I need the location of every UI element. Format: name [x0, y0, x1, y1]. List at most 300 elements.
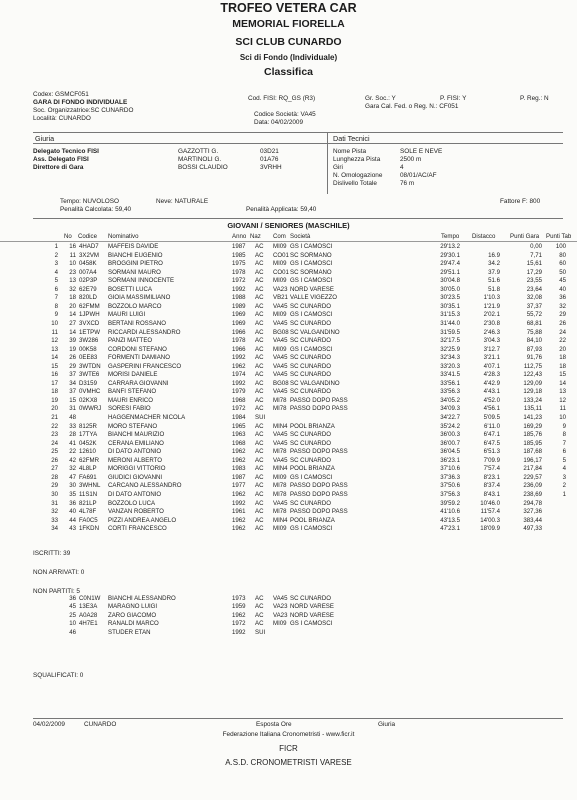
- cell-punti-tab: 5: [562, 456, 566, 464]
- cell-societa: SC CUNARDO: [290, 337, 331, 345]
- col-nominativo: Nominativo: [108, 233, 139, 240]
- cell-anno: 1987: [232, 473, 246, 481]
- cell-nominativo: BOSETTI LUCA: [108, 285, 153, 293]
- category-title: GIOVANI / SENIORES (MASCHILE): [227, 221, 350, 230]
- cell-naz: AC: [255, 595, 264, 602]
- cell-bib: 36: [69, 499, 76, 507]
- cell-distacco: 4'56.1: [483, 405, 500, 413]
- table-row: [0, 440, 577, 448]
- cell-naz: AC: [255, 243, 264, 250]
- cell-tempo: 34'05.2: [440, 396, 460, 404]
- cell-naz: AC: [255, 379, 264, 387]
- cell-nominativo: CARRARA GIOVANNI: [108, 379, 169, 387]
- cell-punti-gara: 37,37: [526, 302, 542, 310]
- col-com: Com: [273, 233, 286, 240]
- cell-nominativo: BIANCHI MAURIZIO: [108, 431, 165, 439]
- table-row: [0, 508, 577, 516]
- codice-societa: Codice Società: VA45: [254, 111, 316, 118]
- cell-codice: FA0C5: [79, 516, 98, 524]
- cell-societa: POOL BRIANZA: [290, 422, 335, 430]
- cell-anno: 1969: [232, 319, 246, 327]
- cell-societa: SC CUNARDO: [290, 354, 331, 362]
- cell-tempo: 32'25.9: [440, 345, 460, 353]
- cell-rank: 23: [51, 431, 58, 439]
- cell-codice: 3VXCD: [79, 319, 100, 327]
- cell-distacco: 2'46.3: [483, 328, 500, 336]
- cell-bib: 34: [69, 379, 76, 387]
- cell-rank: 14: [51, 354, 58, 362]
- cell-bib: 41: [69, 439, 76, 447]
- giuria-title: Giuria: [35, 134, 55, 143]
- cell-punti-gara: 196,17: [523, 456, 542, 464]
- cell-codice: A0A28: [79, 611, 98, 619]
- table-row: [0, 525, 577, 533]
- cell-rank: 16: [51, 371, 58, 379]
- cell-bib: 20: [69, 302, 76, 310]
- cell-tempo: 34'22.7: [440, 414, 460, 421]
- cell-tempo: 30'35.1: [440, 302, 460, 310]
- cell-rank: 6: [54, 285, 58, 293]
- cell-anno: 1972: [232, 620, 246, 628]
- cell-bib: 44: [69, 516, 76, 524]
- cell-bib: 14: [69, 328, 76, 336]
- cell-distacco: 8'43.1: [483, 490, 500, 498]
- cell-bib: 35: [69, 490, 76, 498]
- cell-anno: 1959: [232, 603, 246, 611]
- cell-nominativo: CORTI FRANCESCO: [108, 525, 167, 533]
- cell-nominativo: SORMANI MAURO: [108, 268, 161, 276]
- cell-rank: 22: [51, 422, 58, 430]
- tecnici-label-2: Giri: [333, 164, 343, 171]
- footer-place: CUNARDO: [84, 721, 117, 728]
- cell-naz: AC: [255, 448, 264, 456]
- cell-codice: 0452K: [79, 439, 97, 447]
- cell-punti-gara: 68,81: [526, 319, 542, 327]
- cell-codice: 4L8LP: [79, 465, 97, 473]
- cell-anno: 1979: [232, 388, 246, 396]
- cell-punti-tab: 10: [559, 414, 566, 421]
- cell-naz: AC: [255, 405, 264, 413]
- table-row: [0, 380, 577, 388]
- cell-tempo: 35'24.2: [440, 422, 460, 430]
- footer-ficr: FICR: [279, 744, 298, 753]
- cell-punti-gara: 122,43: [523, 371, 542, 379]
- cell-bib: 27: [69, 319, 76, 327]
- cell-distacco: 5'09.5: [483, 414, 500, 421]
- cell-com: MI09: [273, 311, 287, 319]
- category-top-line: [33, 218, 563, 219]
- tecnici-label-1: Lunghezza Pista: [333, 156, 381, 163]
- dns-row: [0, 595, 577, 603]
- cell-codice: 4L78F: [79, 508, 97, 516]
- cell-codice: 8125R: [79, 422, 97, 430]
- cell-punti-tab: 14: [559, 379, 566, 387]
- discipline: Sci di Fondo (Individuale): [239, 53, 338, 62]
- cell-punti-tab: 3: [562, 473, 566, 481]
- cell-rank: 27: [51, 465, 58, 473]
- cell-tempo: 31'44.0: [440, 319, 460, 327]
- cell-societa: NORD VARESE: [290, 611, 334, 619]
- cell-punti-gara: 187,68: [523, 448, 542, 456]
- cell-com: VA23: [273, 603, 288, 611]
- cell-codice: 11S1N: [79, 490, 98, 498]
- cell-rank: 15: [51, 362, 58, 370]
- table-row: [0, 414, 577, 422]
- col-distacco: Distacco: [472, 233, 496, 240]
- cell-bib: 26: [69, 354, 76, 362]
- cell-naz: AC: [255, 337, 264, 345]
- cell-naz: AC: [255, 362, 264, 370]
- cell-distacco: 6'47.1: [483, 431, 500, 439]
- squalificati: SQUALIFICATI: 0: [33, 672, 84, 679]
- cell-distacco: 51.6: [488, 277, 500, 285]
- cell-naz: AC: [255, 345, 264, 353]
- cell-tempo: 43'13.5: [440, 516, 460, 524]
- cell-societa: POOL BRIANZA: [290, 465, 335, 473]
- cell-tempo: 30'05.0: [440, 285, 460, 293]
- cell-nominativo: MORISI DANIELE: [108, 371, 158, 379]
- cell-societa: NORD VARESE: [290, 285, 334, 293]
- cell-com: BG08: [273, 379, 289, 387]
- cell-tempo: 37'56.3: [440, 490, 460, 498]
- table-row: [0, 423, 577, 431]
- table-row: [0, 465, 577, 473]
- cell-punti-gara: 217,84: [523, 465, 542, 473]
- cell-distacco: 51.8: [488, 285, 500, 293]
- p-fisi: P. FISI: Y: [440, 95, 467, 102]
- cell-societa: POOL BRIANZA: [290, 516, 335, 524]
- cell-punti-gara: 129,18: [523, 388, 542, 396]
- cell-com: VA45: [273, 595, 288, 602]
- cell-com: BG08: [273, 328, 289, 336]
- cell-anno: 1992: [232, 628, 246, 636]
- table-row: [0, 286, 577, 294]
- box-divider: [327, 132, 328, 194]
- cell-distacco: 7'57.4: [483, 465, 500, 473]
- footer-line: [33, 718, 563, 719]
- subtitle: MEMORIAL FIORELLA: [232, 18, 345, 30]
- cell-tempo: 39'59.2: [440, 499, 460, 507]
- cell-punti-gara: 236,09: [523, 482, 542, 490]
- cell-com: MI78: [273, 448, 287, 456]
- cell-com: MI78: [273, 490, 287, 498]
- cell-codice: 3WTE6: [79, 371, 100, 379]
- cell-punti-gara: 135,11: [523, 405, 542, 413]
- cell-codice: 0458K: [79, 260, 97, 268]
- cell-com: VA45: [273, 456, 288, 464]
- cell-anno: 1963: [232, 431, 246, 439]
- table-row: [0, 405, 577, 413]
- cell-anno: 1961: [232, 508, 246, 516]
- title: TROFEO VETERA CAR: [220, 1, 357, 15]
- cell-rank: 32: [51, 508, 58, 516]
- cell-codice: 820LD: [79, 294, 97, 302]
- cell-tempo: 29'51.1: [440, 268, 460, 276]
- cell-punti-tab: 18: [559, 354, 566, 362]
- cell-com: MI09: [273, 620, 287, 628]
- cell-naz: AC: [255, 603, 264, 611]
- cell-com: MI78: [273, 482, 287, 490]
- cell-societa: SC CUNARDO: [290, 371, 331, 379]
- cell-nominativo: GIOIA MASSIMILIANO: [108, 294, 171, 302]
- cell-nominativo: BERTANI ROSSANO: [108, 319, 167, 327]
- cell-naz: AC: [255, 251, 264, 259]
- cell-bib: 19: [69, 345, 76, 353]
- cell-distacco: 1'10.3: [483, 294, 500, 302]
- cell-naz: AC: [255, 490, 264, 498]
- club-name: SCI CLUB CUNARDO: [235, 36, 342, 48]
- cell-nominativo: PANZI MATTEO: [108, 337, 153, 345]
- cell-com: VA45: [273, 319, 288, 327]
- cell-nominativo: MAFFEIS DAVIDE: [108, 243, 159, 250]
- cell-codice: 62E79: [79, 285, 97, 293]
- giuria-code-1: 01A76: [260, 156, 279, 163]
- cell-codice: 02KX8: [79, 396, 98, 404]
- cell-punti-gara: 327,36: [523, 508, 542, 516]
- cell-punti-gara: 55,72: [526, 311, 542, 319]
- cell-bib: 10: [69, 260, 76, 268]
- cell-nominativo: PIZZI ANDREA ANGELO: [108, 516, 177, 524]
- cell-nominativo: HAGGENMACHER NICOLA: [108, 414, 186, 421]
- cell-bib: 40: [69, 508, 76, 516]
- cell-codice: D3159: [79, 379, 97, 387]
- cell-anno: 1972: [232, 405, 246, 413]
- cell-bib: 31: [69, 405, 76, 413]
- cell-com: VA23: [273, 611, 288, 619]
- cell-societa: SC CUNARDO: [290, 302, 331, 310]
- cell-punti-gara: 7,71: [530, 251, 542, 259]
- cell-societa: PASSO DOPO PASS: [290, 482, 348, 490]
- cell-punti-tab: 1: [562, 490, 566, 498]
- tecnici-label-4: Dislivello Totale: [333, 180, 377, 187]
- cell-com: VA45: [273, 499, 288, 507]
- cell-naz: AC: [255, 396, 264, 404]
- cell-nominativo: ZARO GIACOMO: [108, 611, 157, 619]
- cell-societa: GS I CAMOSCI: [290, 260, 333, 268]
- cell-punti-gara: 75,88: [526, 328, 542, 336]
- penalita-calcolata: Penalità Calcolata: 59,40: [60, 206, 132, 213]
- table-row: [0, 474, 577, 482]
- cell-anno: 1968: [232, 396, 246, 404]
- cell-distacco: 4'43.1: [483, 388, 500, 396]
- tecnici-value-2: 4: [400, 164, 404, 171]
- cell-nominativo: BIANCHI ALESSANDRO: [108, 595, 176, 602]
- cell-com: MI09: [273, 345, 287, 353]
- col-societa: Società: [290, 233, 311, 240]
- table-row: [0, 311, 577, 319]
- cell-punti-tab: 9: [562, 422, 566, 430]
- cell-rank: 7: [54, 294, 58, 302]
- tecnici-value-4: 76 m: [400, 180, 415, 187]
- col-punti-gara: Punti Gara: [510, 233, 540, 240]
- cell-bib: 13: [69, 277, 76, 285]
- cell-anno: 1962: [232, 362, 246, 370]
- cell-naz: AC: [255, 456, 264, 464]
- cell-nominativo: RANALDI MARCO: [108, 620, 159, 628]
- cell-tempo: 31'15.3: [440, 311, 460, 319]
- cell-punti-tab: 80: [559, 251, 566, 259]
- cell-anno: 1977: [232, 482, 246, 490]
- table-row: [0, 388, 577, 396]
- cell-societa: PASSO DOPO PASS: [290, 448, 348, 456]
- cell-com: MI09: [273, 525, 287, 533]
- cell-punti-tab: 4: [562, 465, 566, 473]
- cell-punti-gara: 185,76: [523, 431, 542, 439]
- cell-com: CO01: [273, 251, 289, 259]
- dns-row: [0, 603, 577, 611]
- cell-distacco: 6'47.5: [483, 439, 500, 447]
- cell-societa: SC SORMANO: [290, 251, 332, 259]
- cell-anno: 1962: [232, 516, 246, 524]
- cell-tempo: 36'00.7: [440, 439, 460, 447]
- cell-bib: 47: [69, 473, 76, 481]
- cell-naz: AC: [255, 611, 264, 619]
- cell-rank: 21: [51, 414, 58, 421]
- cell-bib: 25: [69, 611, 76, 619]
- cell-punti-gara: 229,57: [523, 473, 542, 481]
- cell-naz: SUI: [255, 628, 266, 636]
- cell-rank: 29: [51, 482, 58, 490]
- cell-societa: SC CUNARDO: [290, 362, 331, 370]
- cell-codice: 1JPWH: [79, 311, 100, 319]
- cell-nominativo: GASPERINI FRANCESCO: [108, 362, 182, 370]
- cell-punti-tab: 50: [559, 268, 566, 276]
- cell-naz: AC: [255, 277, 264, 285]
- cell-naz: AC: [255, 328, 264, 336]
- cell-naz: AC: [255, 388, 264, 396]
- cell-com: VA45: [273, 362, 288, 370]
- cell-nominativo: STUDER ETAN: [108, 628, 151, 636]
- cell-anno: 1966: [232, 345, 246, 353]
- cell-tempo: 41'10.6: [440, 508, 460, 516]
- cell-com: CO01: [273, 268, 289, 276]
- cell-distacco: 6'51.3: [483, 448, 500, 456]
- cell-bib: 33: [69, 422, 76, 430]
- cell-tempo: 47'23.1: [440, 525, 460, 533]
- cell-societa: PASSO DOPO PASS: [290, 405, 348, 413]
- cell-societa: SC SORMANO: [290, 268, 332, 276]
- cell-codice: 0WWRJ: [79, 405, 102, 413]
- tecnici-label-0: Nome Pista: [333, 148, 367, 155]
- cell-anno: 1962: [232, 525, 246, 533]
- fattore: Fattore F: 800: [500, 198, 541, 205]
- cell-nominativo: MERONI ALBERTO: [108, 456, 162, 464]
- cell-societa: SC CUNARDO: [290, 499, 331, 507]
- data: Data: 04/02/2009: [254, 119, 304, 126]
- cell-nominativo: SORESI FABIO: [108, 405, 151, 413]
- tecnici-value-0: SOLE E NEVE: [400, 148, 443, 155]
- cell-anno: 1992: [232, 354, 246, 362]
- col-anno: Anno: [232, 233, 247, 240]
- cell-tempo: 37'10.6: [440, 465, 460, 473]
- table-row: [0, 277, 577, 285]
- cell-rank: 26: [51, 456, 58, 464]
- cell-punti-tab: 15: [559, 371, 566, 379]
- cell-distacco: 2'30.8: [483, 319, 500, 327]
- table-row: [0, 329, 577, 337]
- table-row: [0, 482, 577, 490]
- footer-date: 04/02/2009: [33, 721, 65, 728]
- cell-nominativo: BOZZOLO LUCA: [108, 499, 156, 507]
- cell-anno: 1962: [232, 456, 246, 464]
- cell-societa: GS I CAMOSCI: [290, 243, 333, 250]
- cell-codice: 0VMHC: [79, 388, 101, 396]
- cell-bib: 39: [69, 337, 76, 345]
- cell-rank: 19: [51, 396, 58, 404]
- table-row: [0, 457, 577, 465]
- cell-com: VA45: [273, 371, 288, 379]
- cell-bib: 42: [69, 456, 76, 464]
- cell-distacco: 10'46.0: [480, 499, 500, 507]
- cell-naz: SUI: [255, 414, 266, 421]
- cell-naz: AC: [255, 499, 264, 507]
- cell-com: VA23: [273, 285, 288, 293]
- box-top-line: [33, 132, 563, 133]
- col-no: No: [64, 233, 72, 240]
- non-arrivati: NON ARRIVATI: 0: [33, 569, 85, 576]
- cell-societa: SC CUNARDO: [290, 439, 331, 447]
- cell-anno: 1992: [232, 499, 246, 507]
- col-tempo: Tempo: [441, 233, 460, 240]
- cell-rank: 33: [51, 516, 58, 524]
- table-row: [0, 491, 577, 499]
- cell-rank: 12: [51, 337, 58, 345]
- cell-distacco: 34.2: [488, 260, 500, 268]
- cell-naz: AC: [255, 439, 264, 447]
- cell-com: VA45: [273, 439, 288, 447]
- p-reg: P. Reg.: N: [520, 95, 549, 102]
- cell-societa: VALLE VIGEZZO: [290, 294, 337, 302]
- cell-nominativo: CORDONI STEFANO: [108, 345, 167, 353]
- cell-rank: 10: [51, 319, 58, 327]
- penalita-applicata: Penalità Applicata: 59,40: [246, 206, 317, 213]
- cell-punti-tab: 24: [559, 328, 566, 336]
- cell-punti-gara: 497,33: [523, 525, 542, 533]
- table-row: [0, 269, 577, 277]
- localita: Località: CUNARDO: [33, 115, 91, 122]
- cell-punti-tab: 32: [559, 302, 566, 310]
- cell-punti-gara: 294,78: [523, 499, 542, 507]
- cell-anno: 1992: [232, 379, 246, 387]
- cell-tempo: 36'23.1: [440, 456, 460, 464]
- cell-anno: 1972: [232, 277, 246, 285]
- tecnici-value-1: 2500 m: [400, 156, 422, 163]
- iscritti: ISCRITTI: 39: [33, 550, 71, 557]
- cell-nominativo: DI DATO ANTONIO: [108, 490, 162, 498]
- cell-rank: 8: [54, 302, 58, 310]
- cell-com: MI09: [273, 277, 287, 285]
- cell-rank: 5: [54, 277, 58, 285]
- cell-nominativo: CARCANO ALESSANDRO: [108, 482, 182, 490]
- cell-nominativo: BOZZOLO MARCO: [108, 302, 162, 310]
- cell-nominativo: MAURI ENRICO: [108, 396, 154, 404]
- cell-codice: 00K58: [79, 345, 97, 353]
- cell-rank: 18: [51, 388, 58, 396]
- cell-rank: 20: [51, 405, 58, 413]
- cell-bib: 45: [69, 603, 76, 611]
- cell-tempo: 29'47.4: [440, 260, 460, 268]
- cell-nominativo: CERANA EMILIANO: [108, 439, 164, 447]
- cell-rank: 4: [54, 268, 58, 276]
- cell-nominativo: MAURI LUIGI: [108, 311, 146, 319]
- cell-com: MIN4: [273, 516, 288, 524]
- cell-bib: 30: [69, 482, 76, 490]
- cell-codice: 17TYA: [79, 431, 98, 439]
- cell-tempo: 30'23.5: [440, 294, 460, 302]
- cell-nominativo: MORIGGI VITTORIO: [108, 465, 166, 473]
- cell-codice: 0EE83: [79, 354, 98, 362]
- cell-societa: PASSO DOPO PASS: [290, 396, 348, 404]
